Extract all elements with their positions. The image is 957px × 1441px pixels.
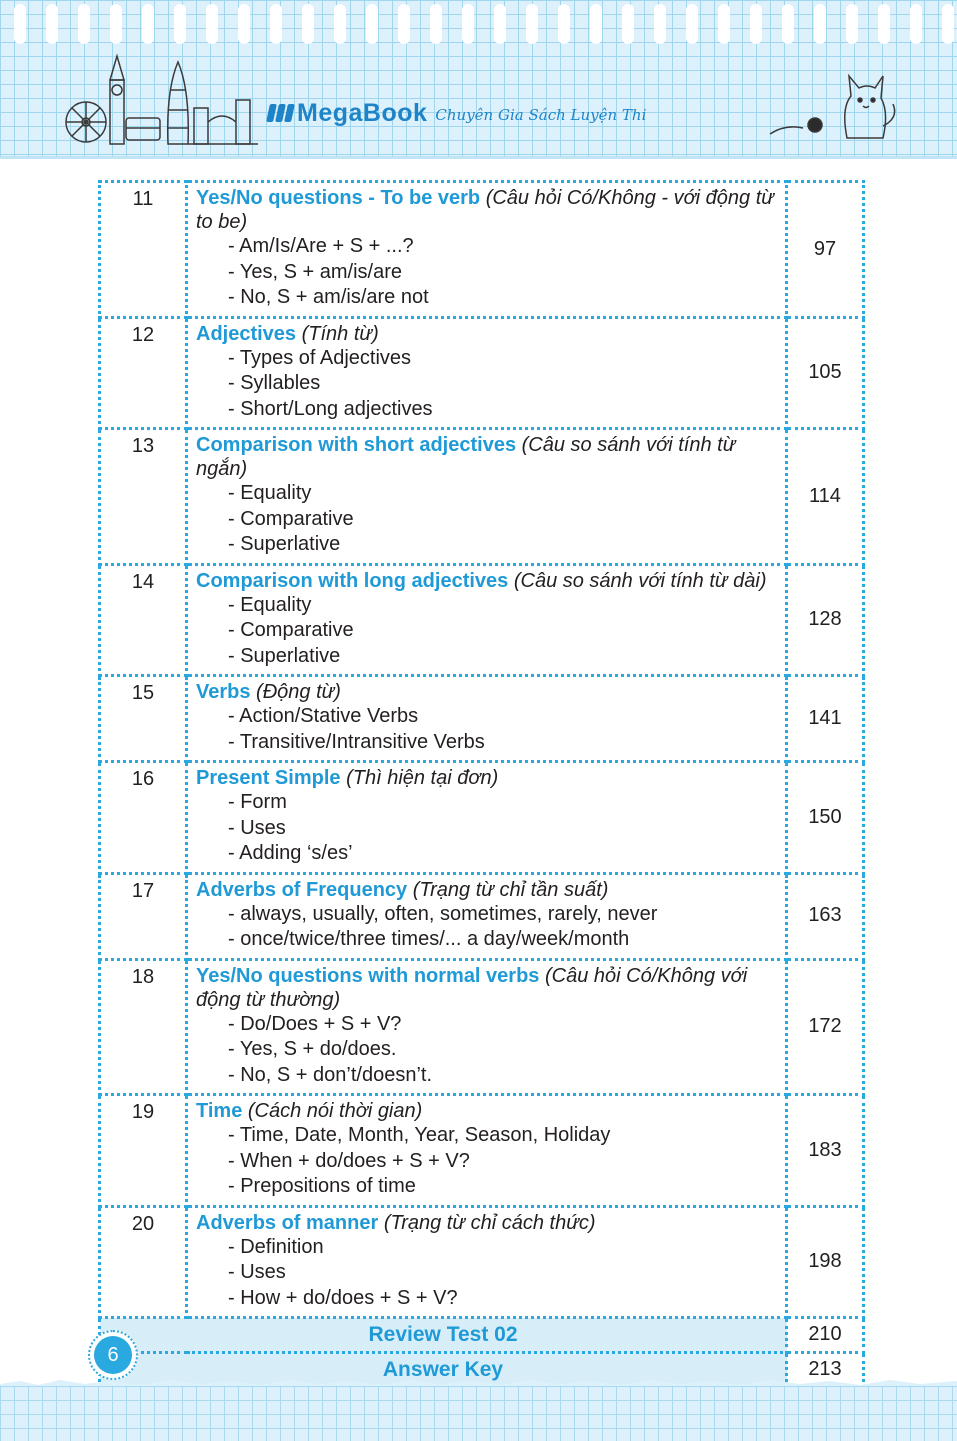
binder-hole [910,4,922,44]
binder-hole [334,4,346,44]
lesson-title-vietnamese: (Trạng từ chỉ cách thức) [383,1211,596,1234]
lesson-number: 20 [100,1206,187,1318]
binder-hole [238,4,250,44]
brand-logo [268,96,646,130]
lesson-number: 11 [100,182,187,318]
lesson-number: 15 [100,676,187,762]
toc-row [100,959,864,1095]
lesson-subtopic: - Equality [228,593,312,616]
lesson-page-number: 183 [787,1095,864,1207]
lesson-subtopic: - Form [228,791,287,813]
toc-row [100,873,864,959]
lesson-page-number: 163 [787,873,864,959]
answer-key-label: Answer Key [100,1353,787,1388]
lesson-title [196,766,779,790]
binder-hole [78,4,90,44]
binder-hole [366,4,378,44]
toc-row [100,676,864,762]
lesson-number: 16 [100,762,187,874]
lesson-subtopic: - Do/Does + S + V? [228,1012,402,1035]
lesson-subtopic: - Superlative [228,533,341,555]
lesson-subtopic: - Yes, S + am/is/are [228,260,402,283]
lesson-title [196,186,779,234]
lesson-topic [187,182,787,318]
lesson-topic [187,873,787,959]
table-of-contents [98,180,865,1389]
lesson-subtopic: - Am/Is/Are + S + ...? [228,235,414,257]
lesson-page-number: 97 [787,182,864,318]
footer-band [0,1386,957,1441]
lesson-title-english: Adverbs of Frequency [196,878,408,901]
lesson-number: 17 [100,873,187,959]
lesson-subtopic: - Action/Stative Verbs [228,705,419,727]
lesson-subtopic: - Time, Date, Month, Year, Season, Holiday [228,1124,611,1146]
lesson-page-number: 141 [787,676,864,762]
lesson-subtopic: - No, S + don’t/doesn’t. [228,1063,433,1086]
binder-hole [590,4,602,44]
binder-hole [718,4,730,44]
lesson-title-english: Verbs [196,681,251,703]
lesson-page-number: 198 [787,1206,864,1318]
lesson-number: 18 [100,959,187,1095]
header-band [0,0,957,159]
binder-hole [782,4,794,44]
review-test-page-number: 210 [787,1318,864,1353]
lesson-title [196,322,779,346]
lesson-title-english: Comparison with short adjectives [196,434,517,456]
binder-hole [430,4,442,44]
binder-hole [398,4,410,44]
binder-hole [110,4,122,44]
page-number-badge [88,1330,138,1380]
lesson-title [196,680,779,704]
lesson-subtopic: - Adding ‘s/es’ [228,842,353,864]
binder-hole [174,4,186,44]
lesson-subtopic: - Definition [228,1235,324,1258]
lesson-title-english: Present Simple [196,767,341,789]
brand-name: MegaBook [297,98,428,127]
lesson-subtopic: - Transitive/Intransitive Verbs [228,730,485,753]
lesson-subtopic: - Comparative [228,507,354,530]
binder-holes [0,4,957,44]
lesson-number: 19 [100,1095,187,1207]
binder-hole [142,4,154,44]
lesson-title-english: Yes/No questions - To be verb [196,187,481,209]
lesson-number: 13 [100,429,187,565]
lesson-title [196,878,779,902]
lesson-title-english: Time [196,1100,243,1122]
lesson-title-english: Adjectives [196,322,297,345]
brand-tagline: Chuyên Gia Sách Luyện Thi [435,106,647,124]
binder-hole [654,4,666,44]
lesson-page-number: 128 [787,564,864,676]
lesson-topic [187,317,787,429]
lesson-title-vietnamese: (Trạng từ chỉ tần suất) [412,878,609,901]
lesson-title-english: Yes/No questions with normal verbs [196,964,540,987]
lesson-subtopic: - No, S + am/is/are not [228,286,429,308]
lesson-topic [187,429,787,565]
binder-hole [686,4,698,44]
lesson-title-vietnamese: (Câu so sánh với tính từ dài) [513,569,767,592]
lesson-topic [187,1095,787,1207]
binder-hole [942,4,954,44]
lesson-title-vietnamese: (Thì hiện tại đơn) [346,767,499,789]
london-skyline-illustration [58,50,258,150]
toc-row [100,564,864,676]
lesson-subtopic: - Prepositions of time [228,1175,416,1197]
toc-row [100,429,864,565]
answer-key-page-number: 213 [787,1353,864,1388]
binder-hole [494,4,506,44]
lesson-topic [187,762,787,874]
lesson-subtopic: - Uses [228,1261,286,1283]
lesson-subtopic: - Equality [228,482,312,504]
lesson-subtopic: - Comparative [228,619,354,641]
binder-hole [206,4,218,44]
lesson-subtopic: - Uses [228,816,286,839]
lesson-page-number: 150 [787,762,864,874]
lesson-subtopic: - Yes, S + do/does. [228,1038,397,1060]
lesson-title [196,964,779,1012]
binder-hole [622,4,634,44]
lesson-subtopic: - Short/Long adjectives [228,397,433,420]
binder-hole [270,4,282,44]
binder-hole [750,4,762,44]
lesson-subtopic: - once/twice/three times/... a day/week/month [228,928,630,950]
toc-row [100,182,864,318]
review-test-row [100,1318,864,1353]
lesson-subtopic: - How + do/does + S + V? [228,1286,458,1309]
binder-hole [302,4,314,44]
lesson-subtopic: - Syllables [228,372,321,394]
lesson-title-english: Comparison with long adjectives [196,569,509,592]
lesson-page-number: 114 [787,429,864,565]
lesson-title-english: Adverbs of manner [196,1211,379,1234]
binder-hole [526,4,538,44]
lesson-subtopic: - always, usually, often, sometimes, rarely, never [228,902,658,925]
lesson-title-vietnamese: (Tính từ) [301,322,379,345]
lesson-topic [187,564,787,676]
binder-hole [814,4,826,44]
cat-with-yarn-illustration [765,68,905,148]
lesson-title-vietnamese: (Động từ) [256,681,341,703]
binder-hole [846,4,858,44]
lesson-title-vietnamese: (Câu hỏi Có/Không với động từ thường) [196,964,748,1011]
lesson-title [196,1211,779,1235]
lesson-topic [187,959,787,1095]
lesson-number: 14 [100,564,187,676]
lesson-subtopic: - Types of Adjectives [228,346,412,369]
lesson-title-vietnamese: (Câu hỏi Có/Không - với động từ to be) [196,187,774,233]
binder-hole [462,4,474,44]
brand-mark-icon [268,104,293,122]
lesson-page-number: 105 [787,317,864,429]
lesson-title-vietnamese: (Cách nói thời gian) [247,1100,423,1122]
binder-hole [558,4,570,44]
review-test-label: Review Test 02 [100,1318,787,1353]
binder-hole [14,4,26,44]
page-number: 6 [94,1336,132,1374]
lesson-title [196,1099,779,1123]
lesson-title-vietnamese: (Câu so sánh với tính từ ngắn) [196,434,736,480]
lesson-subtopic: - When + do/does + S + V? [228,1149,470,1172]
toc-row [100,317,864,429]
lesson-title [196,569,779,593]
toc-row [100,762,864,874]
lesson-number: 12 [100,317,187,429]
toc-row [100,1206,864,1318]
lesson-page-number: 172 [787,959,864,1095]
binder-hole [878,4,890,44]
lesson-title [196,433,779,481]
binder-hole [46,4,58,44]
lesson-topic [187,1206,787,1318]
lesson-topic [187,676,787,762]
toc-row [100,1095,864,1207]
lesson-subtopic: - Superlative [228,644,341,667]
